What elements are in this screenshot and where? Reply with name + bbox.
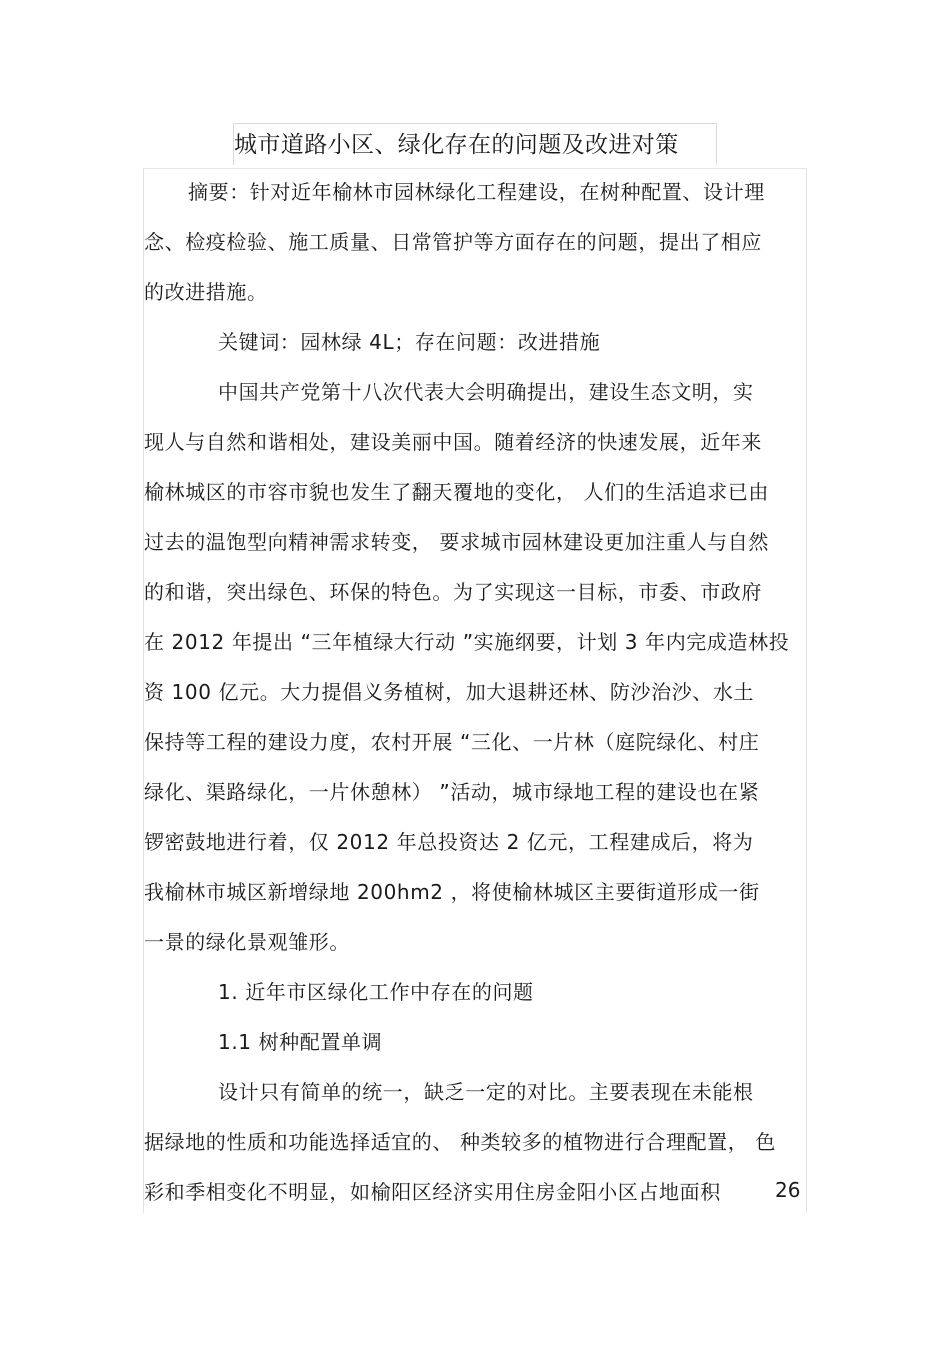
paragraph-line: 现人与自然和谐相处，建设美丽中国。随着经济的快速发展，近年来 (144, 430, 762, 454)
section-heading: 1. 近年市区绿化工作中存在的问题 (218, 980, 534, 1004)
paragraph-line: 在 2012 年提出 “三年植绿大行动 ”实施纲要，计划 3 年内完成造林投 (144, 630, 790, 654)
paragraph-line: 据绿地的性质和功能选择适宜的、 种类较多的植物进行合理配置， 色 (144, 1130, 776, 1154)
paragraph-line: 资 100 亿元。大力提倡义务植树，加大退耕还林、防沙治沙、水土 (144, 680, 755, 704)
paragraph-line: 我榆林市城区新增绿地 200hm2 ，将使榆林城区主要街道形成一街 (144, 880, 760, 904)
paragraph-line: 锣密鼓地进行着，仅 2012 年总投资达 2 亿元，工程建成后，将为 (144, 830, 754, 854)
paragraph-line: 保持等工程的建设力度，农村开展 “三化、一片林（庭院绿化、村庄 (144, 730, 760, 754)
paragraph-line: 榆林城区的市容市貌也发生了翻天覆地的变化， 人们的生活追求已由 (144, 480, 769, 504)
paragraph-line: 彩和季相变化不明显，如榆阳区经济实用住房金阳小区占地面积 (144, 1180, 721, 1204)
paragraph-line: 设计只有简单的统一，缺乏一定的对比。主要表现在未能根 (218, 1080, 754, 1104)
abstract-line-1: 摘要：针对近年榆林市园林绿化工程建设，在树种配置、设计理 (188, 180, 765, 204)
document-title: 城市道路小区、绿化存在的问题及改进对策 (234, 132, 679, 158)
paragraph-line: 绿化、渠路绿化，一片休憩林） ”活动，城市绿地工程的建设也在紧 (144, 780, 760, 804)
paragraph-line: 的和谐，突出绿色、环保的特色。为了实现这一目标，市委、市政府 (144, 580, 762, 604)
abstract-line-3: 的改进措施。 (144, 280, 268, 304)
paragraph-line: 中国共产党第十八次代表大会明确提出，建设生态文明，实 (218, 380, 754, 404)
paragraph-line: 一景的绿化景观雏形。 (144, 930, 350, 954)
paragraph-line: 过去的温饱型向精神需求转变， 要求城市园林建设更加注重人与自然 (144, 530, 769, 554)
trailing-number: 26 (775, 1178, 801, 1202)
abstract-line-2: 念、检疫检验、施工质量、日常管护等方面存在的问题，提出了相应 (144, 230, 762, 254)
subsection-heading: 1.1 树种配置单调 (218, 1030, 383, 1054)
keywords-line: 关键词：园林绿 4L；存在问题：改进措施 (218, 330, 601, 354)
